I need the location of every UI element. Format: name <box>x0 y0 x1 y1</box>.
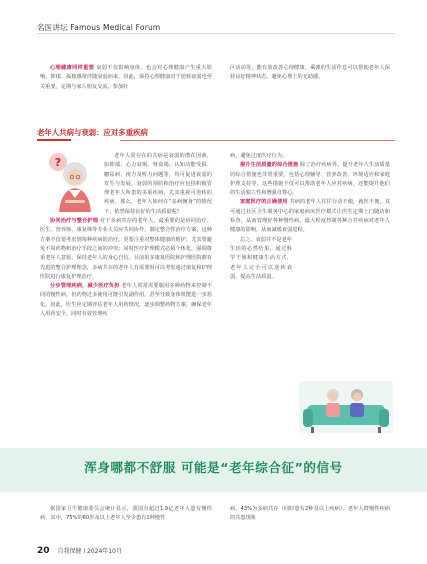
svg-text:?: ? <box>54 156 62 169</box>
top-right-column <box>230 64 390 83</box>
mid-right-p3: 共病的老年人往往行动不便，就医不便，其可通过社区卫生服务中心的家庭病床医疗模式让医生定期上门随访和检查，从而管理好各种慢性病。最大程度控制各种合并疾病对老年人健康的影响，从而减缓衰弱进程。 <box>230 199 390 234</box>
mid-left-p1: 老年人常存在的共病是衰弱的潜在因素，如抑郁、心力衰竭、肾衰竭、认知功能受损、糖尿病、视力及听力问题等，均可促进衰弱的发生与发展。衰弱的预防和治疗应包括积极管理老年人所患的多重疾病，尤其重视可逆转的疾病。那么，老年人如何在“多病缠身”的情况下，依然保持良好的生活质量呢？ <box>104 153 212 215</box>
mid-right-p4: 总之，衰弱并不是老年生活的必然结果，通过科学干预和健康生活方式，老年人完全可以逆转衰弱，提高生活质量。 <box>230 236 292 280</box>
elderly-couple-couch-illustration <box>297 377 395 437</box>
page-footer <box>37 546 122 556</box>
bottom-right-text: 病，43%为多病共存（同时患有2种及以上疾病）。老年人群慢性疾病的共患现象 <box>230 506 390 522</box>
mid-left-p3: 老年人常常需要服用多种药物来控制不同的慢性病，但药物过多使用可能引发副作用，甚至导致身体机能进一步恶化。因此，医生应定期评估老年人用药情况，逐步调整药物方案，确保老年人用药安全，同时有效管理疾 <box>40 283 212 318</box>
mid-right-p1: 病，避免过度医疗行为。 <box>230 153 288 159</box>
mid-right-p2-lead: 提升生活质量的综合措施 <box>240 162 299 169</box>
issue-label: 自我保健 I 2024年10月 <box>57 548 122 555</box>
top-left-text: 衰弱不仅影响身体，也会对心理健康产生重大影响。抑郁、孤独感常伴随衰弱而来，因此，保持心理健康对于逆转衰弱也至关重要。定期与家人朋友交流、参加社 <box>40 65 212 90</box>
top-left-column <box>40 64 212 92</box>
mid-right-p2: 除了治疗疾病外，提升老年人生活质量的综合措施也非常重要，包括心理辅导、营养改善、环境适应和家庭护理支持等。这些措施不仅可以帮助老年人应对疾病，还能提升他们的生活独立性和增强自尊心。 <box>230 162 390 197</box>
banner-title: 浑身哪都不舒服 可能是“老年综合征”的信号 <box>84 460 343 475</box>
top-lead: 心理健康同样重要 <box>50 65 95 71</box>
page-number: 20 <box>37 546 50 556</box>
bottom-right-column <box>230 505 390 524</box>
mid-left-p2-lead: 协同治疗与整合护理 <box>50 218 99 225</box>
illustration-spacer <box>40 152 104 216</box>
mid-left-column <box>40 152 212 319</box>
top-right-text: 区活动等，能有效改善心理健康。乘弹的生活作息可以帮助老年人保持良好精神状态，避免心理上的无助感。 <box>230 65 390 81</box>
page-header: 名医讲坛 Famous Medical Forum <box>37 23 161 32</box>
mid-right-p3-lead: 家庭医疗的正确使用 <box>240 199 288 206</box>
mid-left-p2: 对于多病共存的老年人，最重要的是协同治疗。医生、营养师、康复师等专业人员应共同协作，制定整合性治疗方案。这种方案不仅要考虑到每种疾病的治疗，更要注重对整体健康的维护，尤其要避免不同药物和治疗手段之间的冲突；同时医疗护理模式必须个体化，强调尊重老年人意愿、保持老年人的身心自信。目前很多康复医院和护理医院都有先进的整合护理理念，多病共存的老年人有需要时可以考虑通过康复和护理医院进行康复护理治疗。 <box>40 218 212 280</box>
couch-spacer <box>292 236 390 292</box>
bottom-left-column <box>40 505 212 524</box>
bottom-left-text: 据国家卫生健康委员会统计显示，我国有超过1.9亿老年人患有慢性病，其中，75%的60岁及以上老年人至少患有1种慢性 <box>40 506 212 522</box>
section-divider <box>120 140 395 141</box>
section-accent-bar <box>37 139 71 141</box>
mid-right-column <box>230 152 390 292</box>
section-title: 老年人共病与衰弱：应对多重疾病 <box>37 128 148 137</box>
mid-left-p3-lead: 分步管理疾病，减少医疗负担 <box>50 283 120 290</box>
header-divider <box>37 33 395 34</box>
